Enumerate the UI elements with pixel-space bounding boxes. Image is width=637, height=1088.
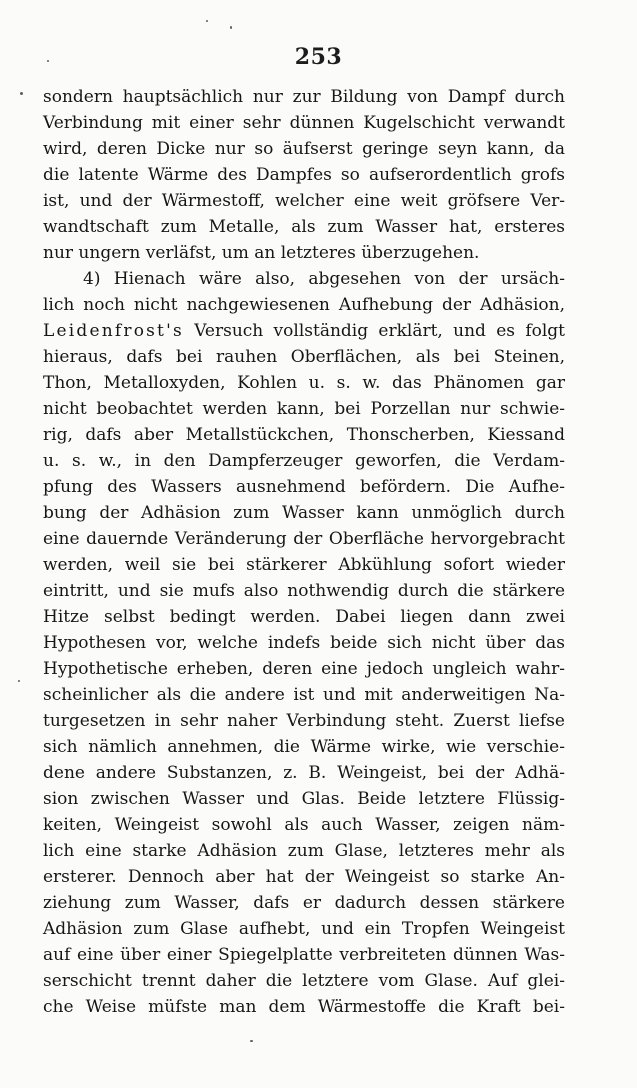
text-line — [43, 552, 565, 578]
text-line — [43, 84, 565, 110]
text-segment: Adhäsion zum Glase aufhebt, und ein Tropfen Weingeist — [43, 919, 565, 939]
text-line — [43, 344, 565, 370]
scan-speck — [230, 26, 232, 29]
text-line — [43, 136, 565, 162]
text-segment: ziehung zum Wasser, dafs er dadurch dessen stärkere — [43, 893, 565, 913]
text-segment: wird, deren Dicke nur so äufserst geringe seyn kann, da — [43, 139, 565, 159]
text-segment: keiten, Weingeist sowohl als auch Wasser, zeigen näm- — [43, 815, 565, 835]
text-line — [43, 682, 565, 708]
text-segment: ersterer. Dennoch aber hat der Weingeist so starke An- — [43, 867, 565, 887]
text-line — [43, 266, 565, 292]
text-segment: eine dauernde Veränderung der Oberfläche hervorgebracht — [43, 529, 565, 549]
text-line — [43, 292, 565, 318]
text-line — [43, 188, 565, 214]
text-line — [43, 994, 565, 1020]
text-line — [43, 448, 565, 474]
text-segment: eintritt, und sie mufs also nothwendig durch die stärkere — [43, 581, 565, 601]
text-line — [43, 370, 565, 396]
text-segment: bung der Adhäsion zum Wasser kann unmöglich durch — [43, 503, 565, 523]
text-line — [43, 474, 565, 500]
text-segment: serschicht trennt daher die letztere vom Glase. Auf glei- — [43, 971, 565, 991]
text-line — [43, 240, 565, 266]
text-line — [43, 890, 565, 916]
scan-speck — [47, 60, 49, 62]
page-number: 253 — [294, 44, 343, 70]
text-segment: lich noch nicht nachgewiesenen Aufhebung der Adhäsion, — [43, 295, 565, 315]
text-line — [43, 708, 565, 734]
text-segment: nicht beobachtet werden kann, bei Porzellan nur schwie- — [43, 399, 565, 419]
text-segment: sion zwischen Wasser und Glas. Beide letztere Flüssig- — [43, 789, 565, 809]
text-segment: sich nämlich annehmen, die Wärme wirke, wie verschie- — [43, 737, 565, 757]
scan-speck — [18, 680, 20, 682]
text-line — [43, 578, 565, 604]
text-segment: lich eine starke Adhäsion zum Glase, letzteres mehr als — [43, 841, 565, 861]
text-line — [43, 942, 565, 968]
text-segment: Versuch vollständig erklärt, und es folgt — [183, 321, 565, 341]
text-line — [43, 864, 565, 890]
text-segment: rig, dafs aber Metallstückchen, Thonscherben, Kiessand — [43, 425, 565, 445]
text-segment: Hypothetische erheben, deren eine jedoch ungleich wahr- — [43, 659, 565, 679]
text-segment: auf eine über einer Spiegelplatte verbreiteten dünnen Was- — [43, 945, 565, 965]
text-segment: Hitze selbst bedingt werden. Dabei liegen dann zwei — [43, 607, 565, 627]
text-segment: 4) Hienach wäre also, abgesehen von der ursäch- — [83, 269, 565, 289]
text-line — [43, 760, 565, 786]
text-line — [43, 812, 565, 838]
text-line — [43, 318, 565, 344]
text-line — [43, 604, 565, 630]
text-line — [43, 422, 565, 448]
text-segment: Thon, Metalloxyden, Kohlen u. s. w. das Phänomen gar — [43, 373, 565, 393]
text-segment: sondern hauptsächlich nur zur Bildung von Dampf durch — [43, 87, 565, 107]
spaced-name: Leidenfrost's — [43, 321, 184, 341]
text-line — [43, 500, 565, 526]
text-line — [43, 162, 565, 188]
text-segment: hieraus, dafs bei rauhen Oberflächen, als bei Steinen, — [43, 347, 565, 367]
text-line — [43, 734, 565, 760]
scan-speck — [206, 20, 208, 22]
scan-speck — [250, 1040, 253, 1042]
scan-speck — [20, 92, 23, 95]
text-segment: dene andere Substanzen, z. B. Weingeist, bei der Adhä- — [43, 763, 565, 783]
text-line — [43, 526, 565, 552]
text-segment: nur ungern verläfst, um an letzteres überzugehen. — [43, 243, 480, 263]
text-segment: u. s. w., in den Dampferzeuger geworfen, die Verdam- — [43, 451, 565, 471]
text-line — [43, 916, 565, 942]
text-segment: turgesetzen in sehr naher Verbindung steht. Zuerst liefse — [43, 711, 565, 731]
text-segment: Verbindung mit einer sehr dünnen Kugelschicht verwandt — [43, 113, 565, 133]
text-segment: pfung des Wassers ausnehmend befördern. Die Aufhe- — [43, 477, 565, 497]
text-segment: Hypothesen vor, welche indefs beide sich nicht über das — [43, 633, 565, 653]
text-line — [43, 838, 565, 864]
text-line — [43, 656, 565, 682]
text-line — [43, 630, 565, 656]
text-segment: wandtschaft zum Metalle, als zum Wasser hat, ersteres — [43, 217, 565, 237]
text-segment: werden, weil sie bei stärkerer Abkühlung sofort wieder — [43, 555, 565, 575]
text-segment: scheinlicher als die andere ist und mit anderweitigen Na- — [43, 685, 565, 705]
text-line — [43, 786, 565, 812]
body-text — [43, 84, 565, 1020]
text-segment: che Weise müfste man dem Wärmestoffe die Kraft bei- — [43, 997, 565, 1017]
text-segment: die latente Wärme des Dampfes so aufserordentlich grofs — [43, 165, 565, 185]
text-line — [43, 396, 565, 422]
text-segment: ist, und der Wärmestoff, welcher eine weit gröfsere Ver- — [43, 191, 565, 211]
text-line — [43, 968, 565, 994]
text-line — [43, 110, 565, 136]
text-line — [43, 214, 565, 240]
